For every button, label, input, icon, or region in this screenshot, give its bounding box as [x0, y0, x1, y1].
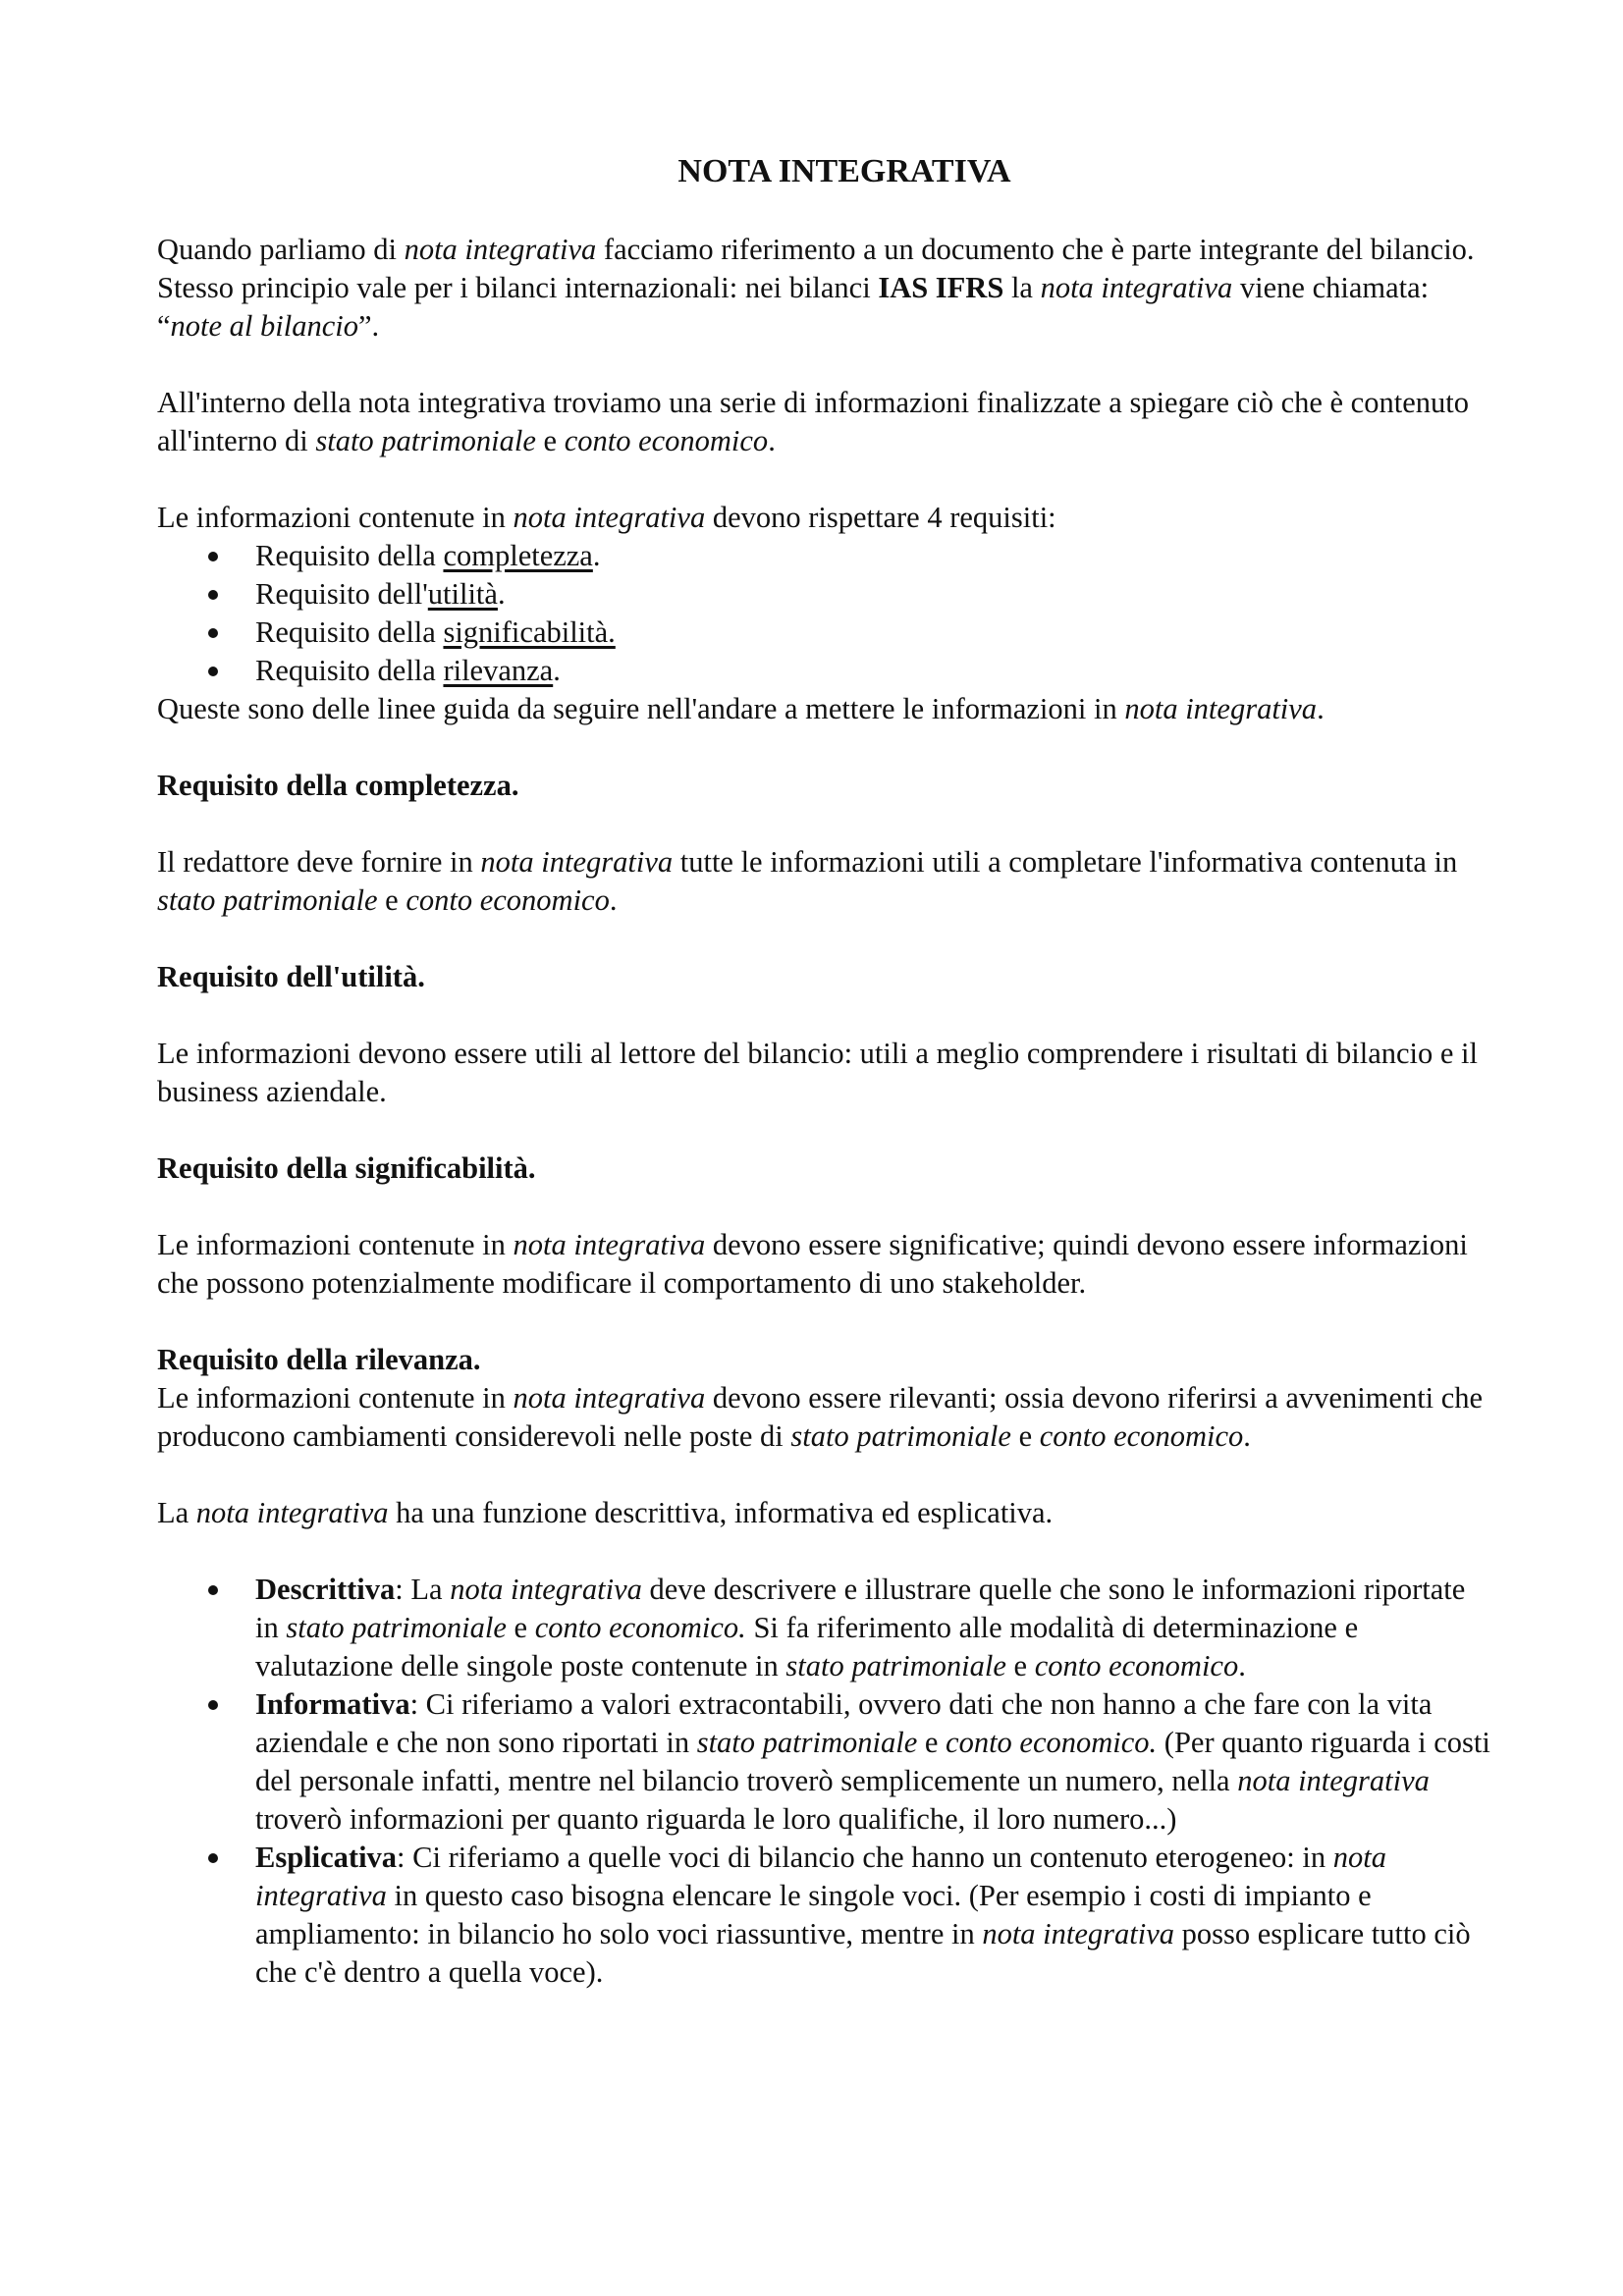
- requirements-intro: Le informazioni contenute in nota integrativa devono rispettare 4 requisiti:: [157, 501, 1056, 534]
- requirements-list: [157, 537, 1492, 690]
- spacer: [157, 996, 1492, 1035]
- bullet-icon: [208, 590, 218, 600]
- list-item-informativa: Informativa: Ci riferiamo a valori extracontabili, ovvero dati che non hanno a che fare con la vita aziendale e che non sono riportati in stato patrimoniale e conto economico. (Per quanto riguarda i costi del personale infatti, mentre nel bilancio troverò semplicemente un numero, nella nota integrativa troverò informazioni per quanto riguarda le loro qualifiche, il loro numero...): [157, 1685, 1492, 1839]
- spacer: [157, 1188, 1492, 1226]
- spacer: [157, 1456, 1492, 1494]
- spacer: [157, 1111, 1492, 1149]
- page-title: NOTA INTEGRATIVA: [677, 153, 1011, 189]
- guidelines-paragraph: Queste sono delle linee guida da seguire nell'andare a mettere le informazioni in nota integrativa.: [157, 692, 1325, 725]
- bullet-icon: [208, 667, 218, 676]
- bullet-icon: [208, 552, 218, 561]
- spacer: [157, 1303, 1492, 1341]
- spacer: [157, 346, 1492, 384]
- spacer: [157, 460, 1492, 499]
- spacer: [157, 920, 1492, 958]
- section-body-rilevanza: Le informazioni contenute in nota integrativa devono essere rilevanti; ossia devono riferirsi a avvenimenti che producono cambiamenti considerevoli nelle poste di stato patrimoniale e conto economico.: [157, 1381, 1484, 1453]
- bullet-icon: [208, 1853, 218, 1863]
- function-paragraph: La nota integrativa ha una funzione descrittiva, informativa ed esplicativa.: [157, 1496, 1054, 1529]
- section-heading-significabilita: Requisito della significabilità.: [157, 1151, 536, 1185]
- section-heading-rilevanza: Requisito della rilevanza.: [157, 1343, 481, 1376]
- bullet-icon: [208, 1700, 218, 1710]
- section-heading-completezza: Requisito della completezza.: [157, 769, 519, 802]
- functions-list: [157, 1571, 1492, 1992]
- list-item-esplicativa: Esplicativa: Ci riferiamo a quelle voci di bilancio che hanno un contenuto eterogeneo: in nota integrativa in questo caso bisogna elencare le singole voci. (Per esempio i costi di impianto e ampliamento: in bilancio ho solo voci riassuntive, mentre in nota integrativa posso esplicare tutto ciò che c'è dentro a quella voce).: [157, 1839, 1492, 1992]
- spacer: [157, 1532, 1492, 1571]
- spacer: [157, 728, 1492, 767]
- list-item: Requisito della significabilità.: [157, 614, 1492, 652]
- section-heading-utilita: Requisito dell'utilità.: [157, 960, 425, 993]
- section-body-completezza: Il redattore deve fornire in nota integrativa tutte le informazioni utili a completare l'informativa contenuta in stato patrimoniale e conto economico.: [157, 845, 1458, 917]
- list-item: Requisito della rilevanza.: [157, 652, 1492, 690]
- section-body-significabilita: Le informazioni contenute in nota integrativa devono essere significative; quindi devono essere informazioni che possono potenzialmente modificare il comportamento di uno stakeholder.: [157, 1228, 1468, 1300]
- bullet-icon: [208, 628, 218, 638]
- section-body-utilita: Le informazioni devono essere utili al lettore del bilancio: utili a meglio comprendere i risultati di bilancio e il business aziendale.: [157, 1037, 1478, 1108]
- document-body: [157, 152, 1492, 1992]
- spacer: [157, 805, 1492, 843]
- list-item-descrittiva: Descrittiva: La nota integrativa deve descrivere e illustrare quelle che sono le informazioni riportate in stato patrimoniale e conto economico. Si fa riferimento alle modalità di determinazione e valutazione delle singole poste contenute in stato patrimoniale e conto economico.: [157, 1571, 1492, 1685]
- intro-paragraph: Quando parliamo di nota integrativa facciamo riferimento a un documento che è parte integrante del bilancio. Stesso principio vale per i bilanci internazionali: nei bilanci IAS IFRS la nota integrativa viene chiamata: “note al bilancio”.: [157, 233, 1475, 343]
- list-item: Requisito della completezza.: [157, 537, 1492, 575]
- bullet-icon: [208, 1585, 218, 1595]
- content-paragraph: All'interno della nota integrativa troviamo una serie di informazioni finalizzate a spiegare ciò che è contenuto all'interno di stato patrimoniale e conto economico.: [157, 386, 1469, 457]
- list-item: Requisito dell'utilità.: [157, 575, 1492, 614]
